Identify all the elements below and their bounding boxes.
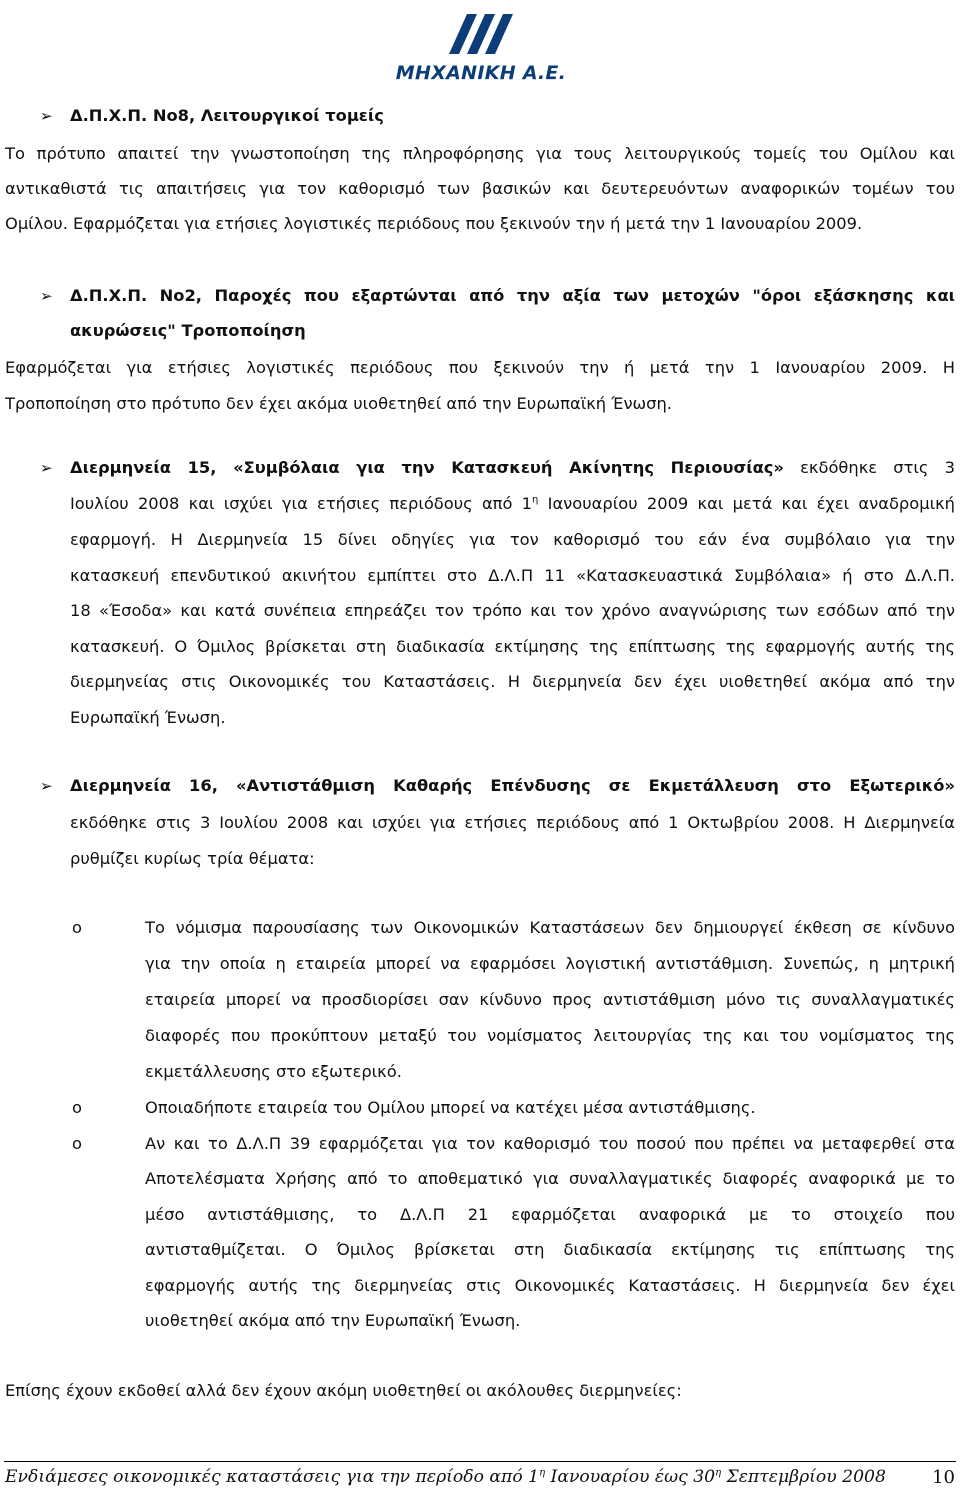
- bullet-line: αντισταθμίζεται. Ο Όμιλος βρίσκεται στη διαδικασία εκτίμησης τις επίπτωσης της: [145, 1240, 955, 1259]
- paragraph-line: Ευρωπαϊκή Ένωση.: [70, 708, 226, 727]
- paragraph-line: εφαρμογή. Η Διερμηνεία 15 δίνει οδηγίες για τον καθορισμό του εάν ένα συμβόλαιο για την: [70, 530, 955, 549]
- paragraph-line: αντικαθιστά τις απαιτήσεις για τον καθορισμό των βασικών και δευτερευόντων αναφορικών τομέων του: [5, 179, 955, 198]
- bullet-line: διαφορές που προκύπτουν μεταξύ του νομίσματος λειτουργίας της και του νομίσματος της: [145, 1026, 955, 1045]
- paragraph-line: διερμηνείας στις Οικονομικές του Καταστάσεις. Η διερμηνεία δεν έχει υιοθετηθεί ακόμα από την: [70, 672, 955, 691]
- paragraph-line: Το πρότυπο απαιτεί την γνωστοποίηση της πληροφόρησης για τους λειτουργικούς τομείς του Ομίλου και: [5, 144, 955, 163]
- section-heading-cont: ακυρώσεις" Τροποποίηση: [70, 321, 306, 340]
- logo-text: ΜΗΧΑΝΙΚΗ Α.Ε.: [395, 62, 567, 84]
- paragraph-line: Εφαρμόζεται για ετήσιες λογιστικές περιόδους που ξεκινούν την ή μετά την 1 Ιανουαρίου 2009. Η: [5, 358, 955, 377]
- superscript: η: [715, 1467, 722, 1479]
- paragraph-line: κατασκευή. Ο Όμιλος βρίσκεται στη διαδικασία εκτίμησης της επίπτωσης της εφαρμογής αυτής της: [70, 637, 955, 656]
- arrow-bullet-icon: ➢: [40, 287, 53, 305]
- paragraph-line: 18 «Έσοδα» και κατά συνέπεια επηρεάζει τον τρόπο και τον χρόνο αναγνώρισης των εσόδων από την: [70, 601, 955, 620]
- paragraph-line: Ομίλου. Εφαρμόζεται για ετήσιες λογιστικές περιόδους που ξεκινούν την ή μετά την 1 Ιανουαρίου 2009.: [5, 214, 863, 233]
- page-number: 10: [932, 1467, 955, 1488]
- interpretation-title: Διερμηνεία 15, «Συμβόλαια για την Κατασκευή Ακίνητης Περιουσίας»: [70, 458, 784, 477]
- footer-text: [5, 1467, 886, 1487]
- bullet-marker: o: [72, 918, 82, 937]
- interpretation-text: εκδόθηκε στις 3: [800, 458, 955, 477]
- bullet-line: εφαρμογής αυτής της διερμηνείας στις Οικονομικές Καταστάσεις. Η διερμηνεία δεν έχει: [145, 1276, 955, 1295]
- bullet-line: Αποτελέσματα Χρήσης από το αποθεματικό για συναλλαγματικές διαφορές αναφορικά με το: [145, 1169, 955, 1188]
- bullet-line: για την οποία η εταιρεία μπορεί να εφαρμόσει λογιστική αντιστάθμιση. Συνεπώς, η μητρική: [145, 954, 955, 973]
- bullet-line: Οποιαδήποτε εταιρεία του Ομίλου μπορεί να κατέχει μέσα αντιστάθμισης.: [145, 1098, 756, 1117]
- company-logo: [383, 6, 579, 82]
- bullet-line: μέσο αντιστάθμισης, το Δ.Λ.Π 21 εφαρμόζεται αναφορικά με το στοιχείο που: [145, 1205, 955, 1224]
- paragraph-line: [70, 494, 955, 513]
- footer-text-run: Σεπτεμβρίου 2008: [721, 1467, 886, 1487]
- interpretation-title: Διερμηνεία 16, «Αντιστάθμιση Καθαρής Επένδυσης σε Εκμετάλλευση στο Εξωτερικό»: [70, 776, 955, 795]
- paragraph-line: εκδόθηκε στις 3 Ιουλίου 2008 και ισχύει για ετήσιες περιόδους από 1 Οκτωβρίου 2008. Η Διερμηνεία: [70, 813, 955, 832]
- logo-mark-icon: [445, 6, 517, 58]
- bullet-marker: o: [72, 1134, 82, 1153]
- bullet-line: υιοθετηθεί ακόμα από την Ευρωπαϊκή Ένωση.: [145, 1311, 521, 1330]
- superscript: η: [532, 494, 539, 506]
- bullet-line: εκμετάλλευσης στο εξωτερικό.: [145, 1062, 402, 1081]
- paragraph-line: ρυθμίζει κυρίως τρία θέματα:: [70, 849, 315, 868]
- footer-text-run: Ιανουαρίου έως 30: [545, 1467, 716, 1487]
- bullet-marker: o: [72, 1098, 82, 1117]
- page-footer: [5, 1467, 955, 1487]
- arrow-bullet-icon: ➢: [40, 459, 53, 477]
- paragraph-line: Τροποποίηση στο πρότυπο δεν έχει ακόμα υιοθετηθεί από την Ευρωπαϊκή Ένωση.: [5, 394, 672, 413]
- superscript: η: [539, 1467, 546, 1479]
- footer-text-run: Ενδιάμεσες οικονομικές καταστάσεις για την περίοδο από 1: [5, 1467, 540, 1487]
- arrow-bullet-icon: ➢: [40, 777, 53, 795]
- paragraph-line: [70, 458, 955, 477]
- text-run: Ιουλίου 2008 και ισχύει για ετήσιες περιόδους από 1: [70, 494, 533, 513]
- bullet-line: Το νόμισμα παρουσίασης των Οικονομικών Καταστάσεων δεν δημιουργεί έκθεση σε κίνδυνο: [145, 918, 955, 937]
- bullet-line: Αν και το Δ.Λ.Π 39 εφαρμόζεται για τον καθορισμό του ποσού που πρέπει να μεταφερθεί στα: [145, 1134, 955, 1153]
- closing-paragraph: Επίσης έχουν εκδοθεί αλλά δεν έχουν ακόμη υιοθετηθεί οι ακόλουθες διερμηνείες:: [5, 1381, 682, 1400]
- section-heading: Δ.Π.Χ.Π. Νο8, Λειτουργικοί τομείς: [70, 106, 384, 125]
- arrow-bullet-icon: ➢: [40, 107, 53, 125]
- text-run: Ιανουαρίου 2009 και μετά και έχει αναδρομική: [547, 494, 955, 513]
- section-heading: Δ.Π.Χ.Π. Νο2, Παροχές που εξαρτώνται από την αξία των μετοχών "όροι εξάσκησης και: [70, 286, 955, 305]
- paragraph-line: κατασκευή επενδυτικού ακινήτου εμπίπτει στο Δ.Λ.Π 11 «Κατασκευαστικά Συμβόλαια» ή στο Δ.Λ.Π.: [70, 566, 955, 585]
- bullet-line: εταιρεία μπορεί να προσδιορίσει σαν κίνδυνο προς αντιστάθμιση μόνο τις συναλλαγματικές: [145, 990, 955, 1009]
- footer-divider: [4, 1461, 956, 1462]
